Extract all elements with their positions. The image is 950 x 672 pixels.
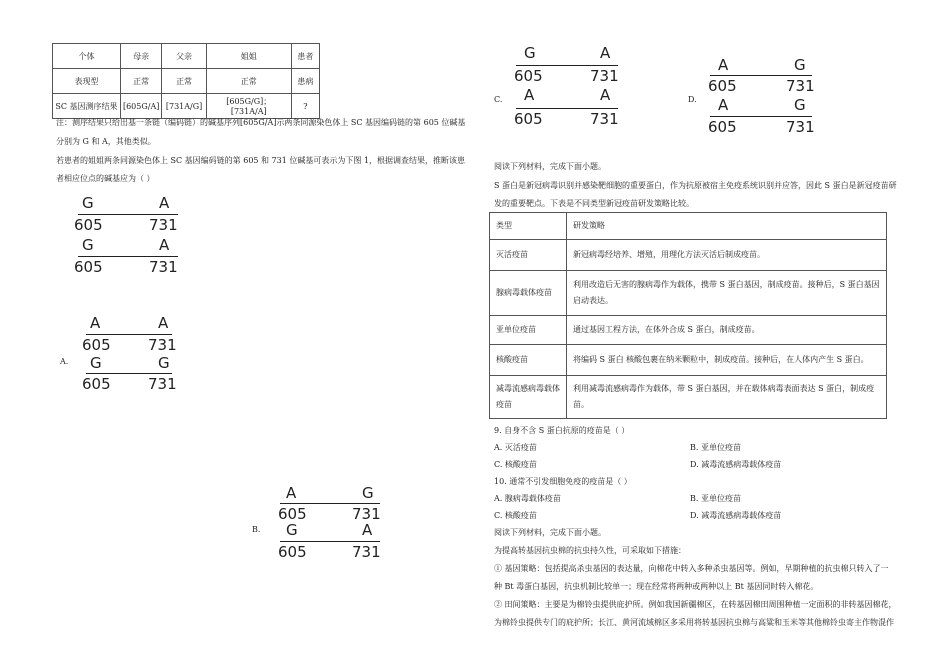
chromosome-line [78, 214, 178, 215]
table-cell: 灭活疫苗 [490, 240, 567, 271]
intro-line-2: 发的重要靶点。下表是不同类型新冠疫苗研发策略比较。 [494, 199, 694, 208]
allele-731-bottom: A [600, 86, 611, 104]
chromosome-line [86, 373, 172, 374]
allele-605-bottom: G [286, 521, 298, 539]
table-cell: 正常 [162, 69, 206, 94]
allele-731-top: G [362, 484, 374, 502]
allele-605-top: A [718, 56, 729, 74]
chromosome-line [78, 256, 178, 257]
note-line-1: 注：测序结果只给出基一条链（编码链）的碱基序列[605G/A]示两条同源染色体上 SC 基因编码链的第 605 位碱基 [56, 118, 466, 127]
position-605: 605 [514, 110, 543, 128]
allele-731-bottom: A [159, 236, 170, 254]
position-731: 731 [786, 118, 815, 136]
position-731: 731 [148, 375, 177, 393]
intro-line-1: S 蛋白是新冠病毒识别并感染靶细胞的重要蛋白，作为抗原被宿主免疫系统识别并应答，因此 S 蛋白是新冠疫苗研 [494, 181, 897, 190]
table-header-cell: 姐姐 [206, 44, 291, 69]
table-header-cell: 父亲 [162, 44, 206, 69]
table-cell: 利用减毒流感病毒作为载体，带 S 蛋白基因，并在载体病毒表面表达 S 蛋白，制成疫苗。 [567, 376, 887, 419]
option-b-diagram [276, 486, 406, 566]
table-header-cell: 研发策略 [567, 213, 887, 240]
strategy-1-line-1: ① 基因策略：包括提高杀虫基因的表达量，向棉花中转入多种杀虫基因等。例如，早期种植的抗虫棉只转入了一 [494, 564, 889, 573]
table-cell: [605G/A] [120, 94, 161, 119]
table-header-cell: 类型 [490, 213, 567, 240]
option-b-label: B. [252, 525, 261, 534]
chromosome-line [86, 334, 172, 335]
option-a-diagram [82, 316, 212, 396]
measures-intro: 为提高转基因抗虫棉的抗虫持久性，可采取如下措施： [494, 546, 686, 555]
position-731: 731 [149, 216, 178, 234]
strategy-2-line-1: ② 田间策略：主要是为棉铃虫提供庇护所。例如我国新疆棉区，在转基因棉田周围种植一定面积的非转基因棉花， [494, 600, 897, 609]
position-731: 731 [149, 258, 178, 276]
q10-option-b: B. 亚单位疫苗 [690, 494, 741, 503]
table-cell: 减毒流感病毒载体疫苗 [490, 376, 567, 419]
position-605: 605 [708, 118, 737, 136]
table-cell: 亚单位疫苗 [490, 316, 567, 345]
q9-option-c: C. 核酸疫苗 [494, 460, 537, 469]
allele-605-top: A [90, 314, 101, 332]
q9-option-b: B. 亚单位疫苗 [690, 443, 741, 452]
chromosome-line [516, 65, 618, 66]
note-line-2: 分别为 G 和 A，其他类似。 [56, 137, 156, 146]
table-row [53, 94, 320, 119]
position-605: 605 [514, 67, 543, 85]
q10-option-d: D. 减毒流感病毒载体疫苗 [690, 511, 782, 520]
allele-605-top: A [286, 484, 297, 502]
table-cell: [731A/G] [162, 94, 206, 119]
q10-option-a: A. 腺病毒载体疫苗 [494, 494, 561, 503]
table-cell: 正常 [206, 69, 291, 94]
allele-731-bottom: G [158, 354, 170, 372]
position-731: 731 [148, 336, 177, 354]
question-10: 10. 通常不引发细胞免疫的疫苗是（ ） [494, 477, 632, 486]
reading-prompt-1: 阅读下列材料，完成下面小题。 [494, 162, 606, 171]
allele-605-top: G [82, 194, 94, 212]
allele-605-top: G [524, 44, 536, 62]
allele-731-bottom: A [362, 521, 373, 539]
option-d-diagram [708, 58, 838, 138]
question-9: 9. 自身不含 S 蛋白抗原的疫苗是（ ） [494, 426, 630, 435]
table-header-cell: 母亲 [120, 44, 161, 69]
allele-731-top: A [600, 44, 611, 62]
table-header-cell: 个体 [53, 44, 121, 69]
option-d-label: D. [688, 95, 697, 104]
allele-605-bottom: A [524, 86, 535, 104]
table-cell: [605G/G]；[731A/A] [206, 94, 291, 119]
position-605: 605 [708, 77, 737, 95]
chromosome-line [280, 541, 380, 542]
allele-605-bottom: A [718, 96, 729, 114]
table-header-cell: 患者 [291, 44, 319, 69]
q9-option-a: A. 灭活疫苗 [494, 443, 537, 452]
table-cell: 正常 [120, 69, 161, 94]
table-cell: SC 基因测序结果 [53, 94, 121, 119]
option-c-diagram [514, 46, 644, 126]
table-cell: 利用改造后无害的腺病毒作为载体，携带 S 蛋白基因，制成疫苗。接种后，S 蛋白基因启动表达。 [567, 271, 887, 316]
strategy-1-line-2: 种 Bt 毒蛋白基因，抗虫机制比较单一；现在经常将两种或两种以上 Bt 基因同时转入棉花。 [494, 582, 819, 591]
position-731: 731 [352, 505, 381, 523]
position-731: 731 [352, 543, 381, 561]
chromosome-line [280, 503, 380, 504]
strategy-2-line-2: 为棉铃虫提供专门的庇护所；长江、黄河流域棉区多采用将转基因抗虫棉与高粱和玉米等其他棉铃虫寄主作物混作 [494, 618, 894, 627]
table-cell: 核酸疫苗 [490, 345, 567, 376]
position-731: 731 [590, 67, 619, 85]
option-c-label: C. [494, 95, 503, 104]
table-header-row [53, 44, 320, 69]
q9-option-d: D. 减毒流感病毒载体疫苗 [690, 460, 782, 469]
table-row [490, 345, 887, 376]
allele-731-bottom: G [794, 96, 806, 114]
table-cell: 将编码 S 蛋白 核酸包裹在纳米颗粒中，制成疫苗。接种后，在人体内产生 S 蛋白。 [567, 345, 887, 376]
position-605: 605 [74, 216, 103, 234]
q10-option-c: C. 核酸疫苗 [494, 511, 537, 520]
table-cell: 新冠病毒经培养、增殖，用理化方法灭活后制成疫苗。 [567, 240, 887, 271]
position-731: 731 [590, 110, 619, 128]
table-cell: 表现型 [53, 69, 121, 94]
allele-605-bottom: G [90, 354, 102, 372]
table-row [490, 316, 887, 345]
figure-1-diagram [74, 196, 204, 276]
table-cell: 患病 [291, 69, 319, 94]
reading-prompt-2: 阅读下列材料，完成下面小题。 [494, 528, 606, 537]
chromosome-line [516, 108, 618, 109]
table-row [490, 271, 887, 316]
allele-731-top: A [159, 194, 170, 212]
position-731: 731 [786, 77, 815, 95]
position-605: 605 [278, 543, 307, 561]
table-row [53, 69, 320, 94]
table-row [490, 240, 887, 271]
allele-605-bottom: G [82, 236, 94, 254]
table-row [490, 376, 887, 419]
option-a-label: A. [60, 357, 69, 366]
position-605: 605 [82, 336, 111, 354]
position-605: 605 [278, 505, 307, 523]
chromosome-line [710, 116, 812, 117]
vaccine-strategy-table [489, 212, 887, 419]
question-line-2: 者相应位点的碱基应为（ ） [56, 174, 155, 183]
question-line-1: 若患者的姐姐两条同源染色体上 SC 基因编码链的第 605 和 731 位碱基可表示为下图 1，根据调查结果，推断该患 [56, 156, 466, 165]
position-605: 605 [74, 258, 103, 276]
allele-731-top: A [158, 314, 169, 332]
position-605: 605 [82, 375, 111, 393]
table-cell: 腺病毒载体疫苗 [490, 271, 567, 316]
allele-731-top: G [794, 56, 806, 74]
table-header-row [490, 213, 887, 240]
chromosome-line [710, 75, 812, 76]
pedigree-sequencing-table [52, 43, 320, 119]
table-cell: 通过基因工程方法，在体外合成 S 蛋白，制成疫苗。 [567, 316, 887, 345]
table-cell: ? [291, 94, 319, 119]
